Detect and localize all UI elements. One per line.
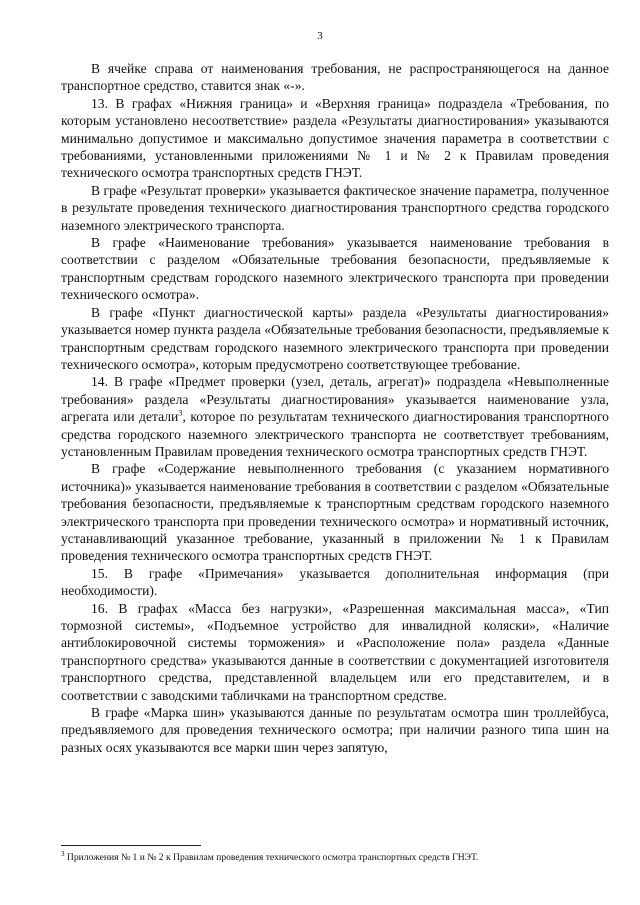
paragraph-14	[61, 373, 609, 460]
footnote-text: Приложения № 1 и № 2 к Правилам проведения технического осмотра транспортных средств ГНЭТ.	[64, 852, 479, 863]
paragraph: 16. В графах «Масса без нагрузки», «Разрешенная максимальная масса», «Тип тормозной системы», «Подъемное устройство для инвалидной коляски», «Наличие антиблокировочной системы торможения» и «Расположение пола» раздела «Данные транспортного средства» указываются данные в соответствии с документацией изготовителя транспортного средства, представленной владельцем или его представителем, и в соответствии с заводскими табличками на транспортном средстве.	[61, 600, 609, 703]
footnote	[61, 849, 609, 864]
paragraph: В графе «Содержание невыполненного требования (с указанием нормативного источника)» указывается наименование требования в соответствии с разделом «Обязательные требования безопасности, предъявляемые к транспортным средствам городского наземного электрического транспорта при проведении технического осмотра» и нормативный источник, устанавливающий указанное требование, указанный в приложении № 1 к Правилам проведения технического осмотра транспортных средств ГНЭТ.	[61, 461, 609, 564]
footnote-mark: 3	[61, 849, 65, 858]
paragraph-14-text-start: 14. В графе «Предмет проверки (узел, деталь, агрегат)» подраздела «Невыполненные требования» раздела «Результаты диагностирования» указывается наименование узла, агрегата или детали	[61, 374, 609, 425]
paragraph: В графе «Результат проверки» указывается фактическое значение параметра, полученное в результате проведения технического диагностирования транспортного средства городского наземного электрического транспорта.	[61, 182, 609, 233]
paragraph: 15. В графе «Примечания» указывается дополнительная информация (при необходимости).	[61, 565, 609, 599]
paragraph: В графе «Марка шин» указываются данные по результатам осмотра шин троллейбуса, предъявляемого для проведения технического осмотра; при наличии разного типа шин на разных осях указываются все марки шин через запятую,	[61, 705, 609, 755]
document-body	[61, 60, 609, 756]
paragraph: В графе «Наименование требования» указывается наименование требования в соответствии с разделом «Обязательные требования безопасности, предъявляемые к транспортным средствам городского наземного электрического транспорта при проведении технического осмотра».	[61, 235, 609, 303]
paragraph: В графе «Пункт диагностической карты» раздела «Результаты диагностирования» указывается номер пункта раздела «Обязательные требования безопасности, предъявляемые к транспортным средствам городского наземного электрического транспорта при проведении технического осмотра», которым предусмотрено соответствующее требование.	[61, 304, 609, 372]
paragraph: В ячейке справа от наименования требования, не распространяющегося на данное транспортное средство, ставится знак «-».	[61, 61, 609, 94]
footnote-reference: 3	[178, 407, 183, 418]
page-number: 3	[317, 30, 323, 42]
paragraph: 13. В графах «Нижняя граница» и «Верхняя граница» подраздела «Требования, по которым установлено несоответствие» раздела «Результаты диагностирования» указываются минимально допустимое и максимально допустимое значения параметра в соответствии с требованиями, установленными приложениями № 1 и № 2 к Правилам проведения технического осмотра транспортных средств ГНЭТ.	[61, 95, 609, 181]
footnote-divider	[61, 845, 201, 846]
paragraph-14-text-end: , которое по результатам технического диагностирования транспортного средства городского наземного электрического транспорта не соответствует требованиям, установленным Правилам проведения технического осмотра транспортных средств ГНЭТ.	[61, 409, 609, 459]
